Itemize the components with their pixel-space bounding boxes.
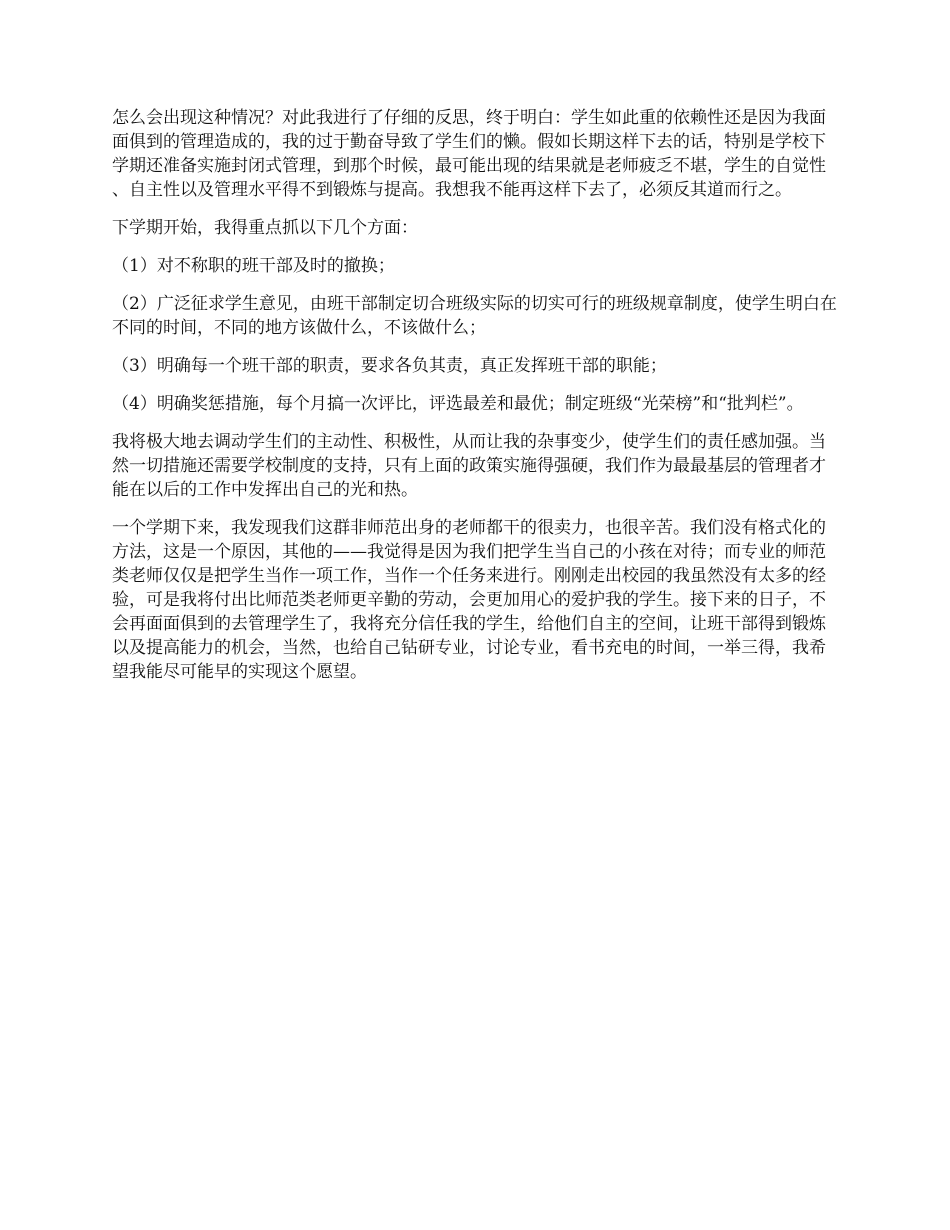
paragraph-next-term-intro: 下学期开始，我得重点抓以下几个方面：: [112, 218, 418, 238]
document-body: [112, 106, 840, 698]
paragraph-conclusion: 一个学期下来，我发现我们这群非师范出身的老师都干的很卖力，也很辛苦。我们没有格式化的方法，这是一个原因，其他的——我觉得是因为我们把学生当自己的小孩在对待；而专业的师范类老师仅仅是把学生当作一项工作，当作一个任务来进行。刚刚走出校园的我虽然没有太多的经验，可是我将付出比师范类老师更辛勤的劳动，会更加用心的爱护我的学生。接下来的日子，不会再面面俱到的去管理学生了，我将充分信任我的学生，给他们自主的空间，让班干部得到锻炼以及提高能力的机会，当然，也给自己钻研专业，讨论专业，看书充电的时间，一举三得，我希望我能尽可能早的实现这个愿望。: [112, 518, 826, 682]
list-item-2: （2）广泛征求学生意见，由班干部制定切合班级实际的切实可行的班级规章制度，使学生明白在不同的时间，不同的地方该做什么，不该做什么；: [112, 294, 837, 338]
paragraph-motivation: 我将极大地去调动学生们的主动性、积极性，从而让我的杂事变少，使学生们的责任感加强。当然一切措施还需要学校制度的支持，只有上面的政策实施得强硬，我们作为最最基层的管理者才能在以后的工作中发挥出自己的光和热。: [112, 432, 826, 500]
paragraph-reflection: 怎么会出现这种情况？对此我进行了仔细的反思，终于明白：学生如此重的依赖性还是因为我面面俱到的管理造成的，我的过于勤奋导致了学生们的懒。假如长期这样下去的话，特别是学校下学期还准备实施封闭式管理，到那个时候，最可能出现的结果就是老师疲乏不堪，学生的自觉性、自主性以及管理水平得不到锻炼与提高。我想我不能再这样下去了，必须反其道而行之。: [112, 108, 826, 200]
list-item-3: （3）明确每一个班干部的职责，要求各负其责，真正发挥班干部的职能；: [112, 356, 667, 376]
list-item-4: （4）明确奖惩措施，每个月搞一次评比，评选最差和最优；制定班级“光荣榜”和“批判栏”。: [112, 394, 804, 414]
list-item-1: （1）对不称职的班干部及时的撤换；: [112, 256, 395, 276]
